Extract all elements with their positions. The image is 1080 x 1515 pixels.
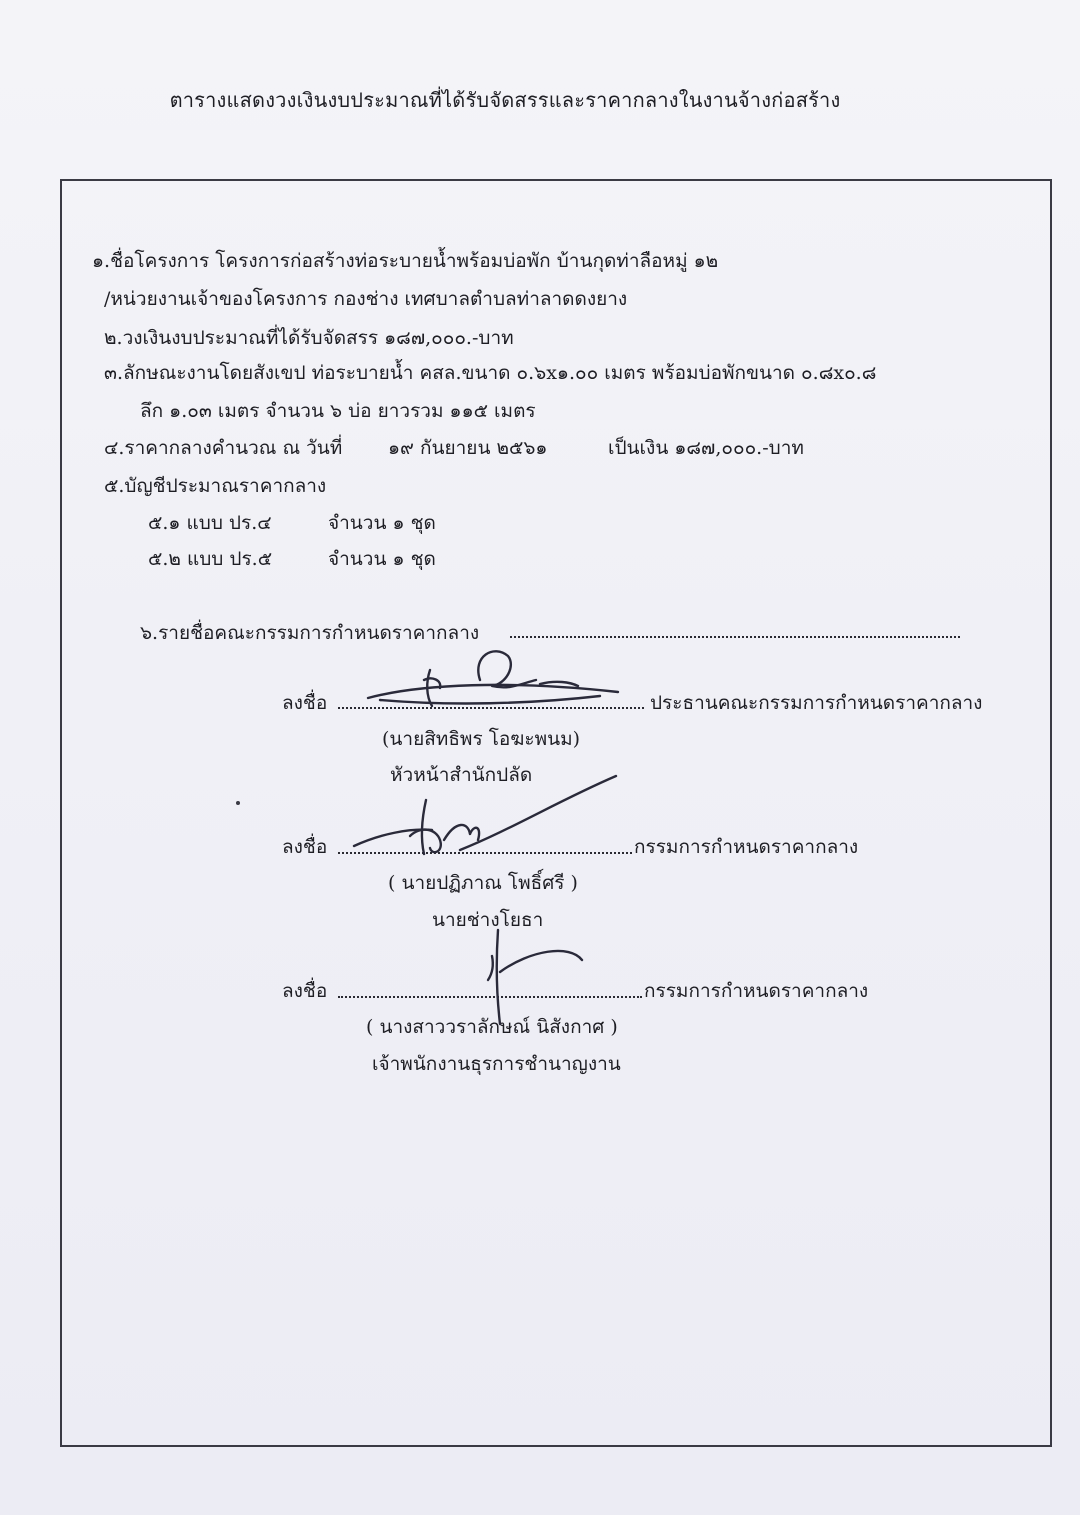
budget-line: ๒.วงเงินงบประมาณที่ได้รับจัดสรร ๑๘๗,๐๐๐.-บาท [104, 327, 514, 349]
signatory-name: (นายสิทธิพร โอฆะพนม) [382, 728, 581, 750]
signatory-name: ( นายปฏิภาณ โพธิ์ศรี ) [388, 872, 578, 894]
median-price-amount: เป็นเงิน ๑๘๗,๐๐๐.-บาท [608, 437, 804, 459]
signatory-position: หัวหน้าสำนักปลัด [390, 764, 533, 786]
document-title: ตารางแสดงวงเงินงบประมาณที่ได้รับจัดสรรและราคากลางในงานจ้างก่อสร้าง [169, 88, 841, 112]
work-description-line-2: ลึก ๑.๐๓ เมตร จำนวน ๖ บ่อ ยาวรวม ๑๑๕ เมตร [140, 400, 536, 422]
agency-line: /หน่วยงานเจ้าของโครงการ กองช่าง เทศบาลตำบลท่าลาดดงยาง [104, 288, 628, 310]
signatory-position: เจ้าพนักงานธุรการชำนาญงาน [372, 1053, 621, 1075]
sign-label: ลงชื่อ [282, 836, 328, 858]
price-list-form: ๕.๑ แบบ ปร.๔ [148, 512, 272, 534]
work-description-line-1: ๓.ลักษณะงานโดยสังเขป ท่อระบายน้ำ คสล.ขนาด ๐.๖x๑.๐๐ เมตร พร้อมบ่อพักขนาด ๐.๘x๐.๘ [104, 362, 877, 384]
committee-dotted-line [510, 636, 960, 638]
price-list-form: ๕.๒ แบบ ปร.๕ [148, 548, 273, 570]
sign-label: ลงชื่อ [282, 980, 328, 1002]
price-list-heading: ๕.บัญชีประมาณราคากลาง [104, 475, 327, 497]
project-name-line: ๑.ชื่อโครงการ โครงการก่อสร้างท่อระบายน้ำพร้อมบ่อพัก บ้านกุดท่าลือหมู่ ๑๒ [92, 250, 719, 272]
price-list-qty: จำนวน ๑ ชุด [328, 512, 436, 534]
signature-3 [470, 920, 600, 1030]
signatory-role: กรรมการกำหนดราคากลาง [644, 980, 869, 1002]
signature-2 [340, 770, 630, 870]
signature-1 [360, 640, 630, 720]
committee-heading: ๖.รายชื่อคณะกรรมการกำหนดราคากลาง [140, 622, 480, 644]
sign-label: ลงชื่อ [282, 692, 328, 714]
median-price-date-label: ๔.ราคากลางคำนวณ ณ วันที่ [104, 437, 343, 459]
signatory-role: ประธานคณะกรรมการกำหนดราคากลาง [650, 692, 983, 714]
signatory-position: นายช่างโยธา [432, 909, 544, 931]
signatory-name: ( นางสาววราลักษณ์ นิสังกาศ ) [366, 1016, 618, 1038]
signatory-role: กรรมการกำหนดราคากลาง [634, 836, 859, 858]
stray-mark [236, 801, 240, 805]
price-list-qty: จำนวน ๑ ชุด [328, 548, 436, 570]
median-price-date: ๑๙ กันยายน ๒๕๖๑ [388, 437, 548, 459]
